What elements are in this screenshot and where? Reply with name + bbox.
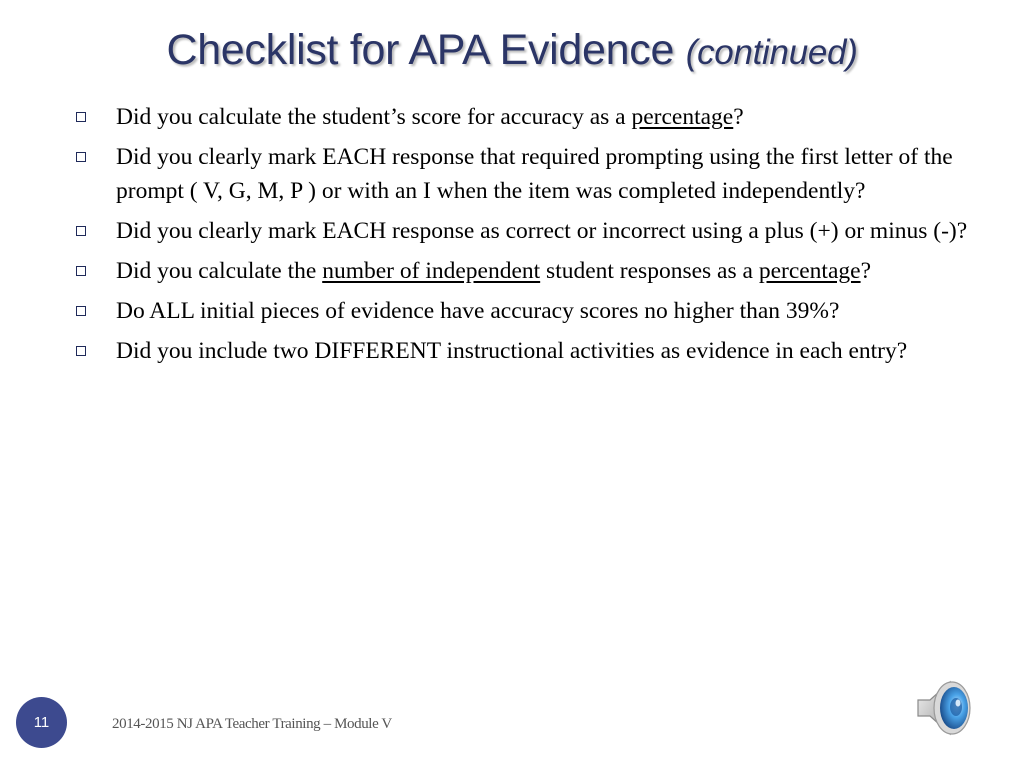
speaker-icon[interactable]	[914, 676, 978, 740]
underlined-term: percentage	[631, 104, 734, 130]
checklist-item	[74, 334, 974, 368]
slide-number-badge	[16, 697, 67, 748]
checklist-item	[74, 294, 974, 328]
slide-title	[0, 26, 1024, 75]
checklist-item-text: Did you calculate the student’s score for accuracy as a percentage?	[116, 104, 744, 130]
underlined-term: percentage	[758, 258, 861, 284]
checklist-item	[74, 100, 974, 134]
checklist-item	[74, 214, 974, 248]
checklist-item-text: Did you calculate the number of independent student responses as a percentage?	[116, 258, 872, 284]
square-bullet-icon	[76, 306, 86, 316]
square-bullet-icon	[76, 112, 86, 122]
checklist	[74, 100, 974, 374]
footer-text: 2014-2015 NJ APA Teacher Training – Module V	[112, 716, 392, 732]
slide-number: 11	[33, 714, 50, 731]
checklist-item-text: Did you clearly mark EACH response as correct or incorrect using a plus (+) or minus (-)?	[116, 218, 968, 244]
checklist-item-text: Did you clearly mark EACH response that required prompting using the first letter of the prompt ( V, G, M, P ) or with an I when the item was completed independently?	[116, 144, 953, 204]
checklist-item	[74, 140, 974, 208]
title-main: Checklist for APA Evidence	[166, 26, 675, 74]
square-bullet-icon	[76, 346, 86, 356]
checklist-item-text: Do ALL initial pieces of evidence have accuracy scores no higher than 39%?	[116, 298, 840, 324]
square-bullet-icon	[76, 226, 86, 236]
checklist-item	[74, 254, 974, 288]
checklist-item-text: Did you include two DIFFERENT instructional activities as evidence in each entry?	[116, 338, 908, 364]
underlined-term: number of independent	[322, 258, 541, 284]
title-sub: (continued)	[685, 33, 858, 72]
square-bullet-icon	[76, 266, 86, 276]
square-bullet-icon	[76, 152, 86, 162]
